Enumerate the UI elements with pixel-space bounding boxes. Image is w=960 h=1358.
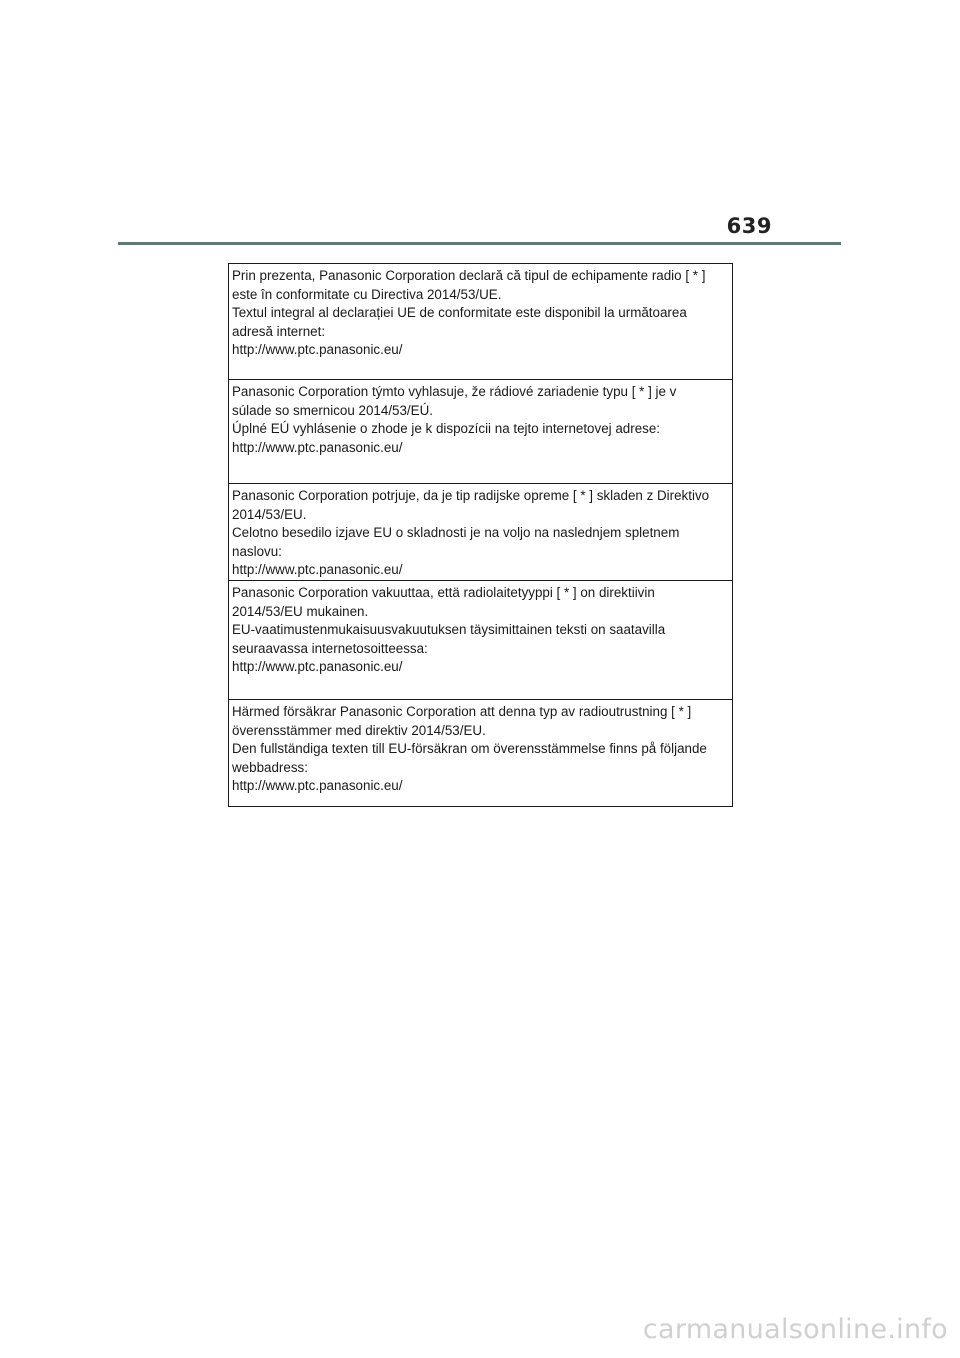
- declaration-line: Prin prezenta, Panasonic Corporation declară că tipul de echipamente radio [ * ]: [232, 268, 706, 283]
- declaration-line: överensstämmer med direktiv 2014/53/EU.: [232, 722, 486, 738]
- declaration-line: seuraavassa internetosoitteessa:: [232, 640, 428, 656]
- declaration-line: este în conformitate cu Directiva 2014/53/UE.: [232, 286, 502, 302]
- declaration-line: Panasonic Corporation vakuuttaa, että radiolaitetyyppi [ * ] on direktiivin: [232, 585, 655, 600]
- declaration-line: Härmed försäkrar Panasonic Corporation att denna typ av radioutrustning [ * ]: [232, 704, 692, 719]
- declaration-line: Panasonic Corporation potrjuje, da je tip radijske opreme [ * ] skladen z Direktivo: [232, 488, 710, 503]
- declaration-line: Celotno besedilo izjave EU o skladnosti je na voljo na naslednjem spletnem: [232, 525, 680, 540]
- declaration-row-swedish: [229, 699, 732, 806]
- declaration-line: Textul integral al declarației UE de conformitate este disponibil la următoarea: [232, 305, 687, 320]
- declaration-url: http://www.ptc.panasonic.eu/: [232, 562, 403, 577]
- declaration-line: 2014/53/EU.: [232, 506, 307, 522]
- declaration-line: naslovu:: [232, 543, 282, 559]
- header-rule: [118, 242, 841, 245]
- declaration-url: http://www.ptc.panasonic.eu/: [232, 659, 403, 674]
- page-number: 639: [726, 214, 772, 238]
- declaration-line: EU-vaatimustenmukaisuusvakuutuksen täysimittainen teksti on saatavilla: [232, 622, 666, 637]
- declaration-line: 2014/53/EU mukainen.: [232, 603, 369, 619]
- declaration-line: Den fullständiga texten till EU-försäkran om överensstämmelse finns på följande: [232, 741, 707, 756]
- watermark: carmanualsonline.info: [642, 1314, 948, 1345]
- declaration-line: webbadress:: [232, 759, 308, 775]
- declaration-row-romanian: [229, 264, 732, 379]
- declaration-line: Panasonic Corporation týmto vyhlasuje, že rádiové zariadenie typu [ * ] je v: [232, 384, 677, 399]
- declaration-line: súlade so smernicou 2014/53/EÚ.: [232, 402, 433, 418]
- declaration-row-slovenian: [229, 483, 732, 580]
- declaration-url: http://www.ptc.panasonic.eu/: [232, 778, 403, 793]
- declaration-line: Úplné EÚ vyhlásenie o zhode je k dispozícii na tejto internetovej adrese:: [232, 421, 661, 436]
- declaration-row-finnish: [229, 580, 732, 699]
- declaration-url: http://www.ptc.panasonic.eu/: [232, 342, 403, 357]
- declaration-row-slovak: [229, 379, 732, 483]
- declaration-table: [228, 263, 733, 807]
- declaration-line: adresă internet:: [232, 323, 326, 339]
- declaration-url: http://www.ptc.panasonic.eu/: [232, 439, 403, 455]
